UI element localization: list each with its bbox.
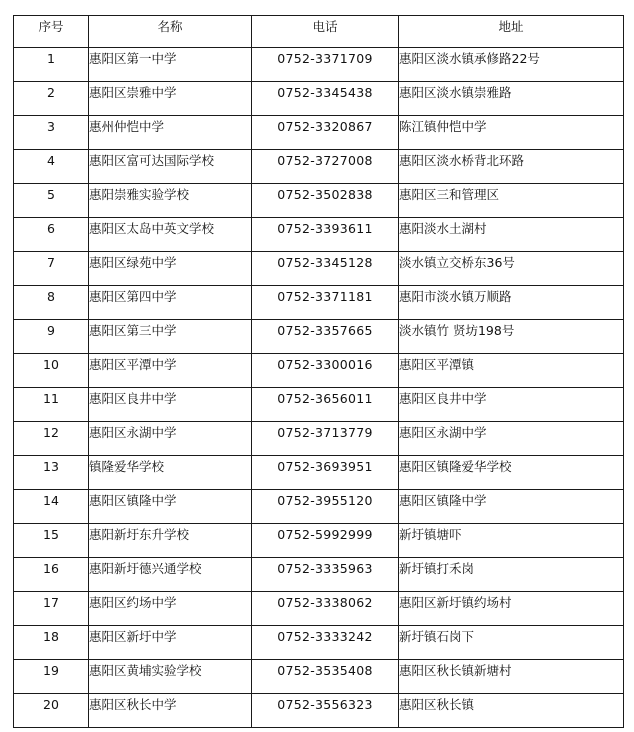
cell-phone: 0752-3357665 bbox=[252, 320, 399, 354]
table-row bbox=[14, 456, 624, 490]
table-row bbox=[14, 116, 624, 150]
cell-address: 淡水镇立交桥东36号 bbox=[399, 252, 624, 286]
cell-school-name: 惠阳新圩德兴通学校 bbox=[89, 558, 252, 592]
cell-no: 13 bbox=[14, 456, 89, 490]
cell-school-name: 惠阳区太岛中英文学校 bbox=[89, 218, 252, 252]
cell-no: 8 bbox=[14, 286, 89, 320]
cell-phone: 0752-3727008 bbox=[252, 150, 399, 184]
table-row bbox=[14, 48, 624, 82]
cell-school-name: 惠阳区富可达国际学校 bbox=[89, 150, 252, 184]
cell-phone: 0752-5992999 bbox=[252, 524, 399, 558]
cell-address: 惠阳区淡水桥背北环路 bbox=[399, 150, 624, 184]
cell-school-name: 惠阳区平潭中学 bbox=[89, 354, 252, 388]
cell-school-name: 惠阳区秋长中学 bbox=[89, 694, 252, 728]
cell-no: 11 bbox=[14, 388, 89, 422]
cell-no: 15 bbox=[14, 524, 89, 558]
header-addr: 地址 bbox=[399, 16, 624, 48]
cell-phone: 0752-3713779 bbox=[252, 422, 399, 456]
cell-address: 新圩镇塘吓 bbox=[399, 524, 624, 558]
cell-phone: 0752-3333242 bbox=[252, 626, 399, 660]
cell-school-name: 惠阳区永湖中学 bbox=[89, 422, 252, 456]
cell-address: 惠阳市淡水镇万顺路 bbox=[399, 286, 624, 320]
cell-no: 2 bbox=[14, 82, 89, 116]
cell-phone: 0752-3338062 bbox=[252, 592, 399, 626]
header-tel: 电话 bbox=[252, 16, 399, 48]
table-row bbox=[14, 388, 624, 422]
cell-phone: 0752-3693951 bbox=[252, 456, 399, 490]
cell-phone: 0752-3345128 bbox=[252, 252, 399, 286]
table-row bbox=[14, 354, 624, 388]
cell-phone: 0752-3502838 bbox=[252, 184, 399, 218]
cell-address: 惠阳区镇隆爱华学校 bbox=[399, 456, 624, 490]
cell-school-name: 惠阳区新圩中学 bbox=[89, 626, 252, 660]
cell-no: 9 bbox=[14, 320, 89, 354]
cell-no: 4 bbox=[14, 150, 89, 184]
cell-school-name: 惠阳区约场中学 bbox=[89, 592, 252, 626]
table-row bbox=[14, 184, 624, 218]
cell-school-name: 惠阳新圩东升学校 bbox=[89, 524, 252, 558]
cell-no: 19 bbox=[14, 660, 89, 694]
header-name: 名称 bbox=[89, 16, 252, 48]
cell-no: 3 bbox=[14, 116, 89, 150]
cell-no: 6 bbox=[14, 218, 89, 252]
cell-school-name: 惠阳崇雅实验学校 bbox=[89, 184, 252, 218]
cell-no: 16 bbox=[14, 558, 89, 592]
table-body bbox=[14, 48, 624, 728]
cell-no: 18 bbox=[14, 626, 89, 660]
table-row bbox=[14, 592, 624, 626]
cell-phone: 0752-3371181 bbox=[252, 286, 399, 320]
cell-address: 惠阳区良井中学 bbox=[399, 388, 624, 422]
cell-school-name: 镇隆爱华学校 bbox=[89, 456, 252, 490]
cell-phone: 0752-3320867 bbox=[252, 116, 399, 150]
cell-phone: 0752-3371709 bbox=[252, 48, 399, 82]
cell-no: 1 bbox=[14, 48, 89, 82]
cell-no: 5 bbox=[14, 184, 89, 218]
table-row bbox=[14, 286, 624, 320]
school-directory-sheet bbox=[13, 15, 623, 728]
cell-phone: 0752-3955120 bbox=[252, 490, 399, 524]
cell-no: 7 bbox=[14, 252, 89, 286]
table-row bbox=[14, 626, 624, 660]
cell-phone: 0752-3393611 bbox=[252, 218, 399, 252]
table-row bbox=[14, 660, 624, 694]
cell-phone: 0752-3656011 bbox=[252, 388, 399, 422]
table-header bbox=[14, 16, 624, 48]
cell-no: 14 bbox=[14, 490, 89, 524]
cell-phone: 0752-3300016 bbox=[252, 354, 399, 388]
cell-address: 惠阳区淡水镇崇雅路 bbox=[399, 82, 624, 116]
table-row bbox=[14, 558, 624, 592]
cell-address: 惠阳区镇隆中学 bbox=[399, 490, 624, 524]
cell-address: 淡水镇竹 贤坊198号 bbox=[399, 320, 624, 354]
table-row bbox=[14, 252, 624, 286]
cell-no: 20 bbox=[14, 694, 89, 728]
cell-school-name: 惠阳区绿苑中学 bbox=[89, 252, 252, 286]
cell-address: 新圩镇打禾岗 bbox=[399, 558, 624, 592]
cell-school-name: 惠阳区第三中学 bbox=[89, 320, 252, 354]
school-directory-table bbox=[13, 15, 624, 728]
cell-school-name: 惠阳区镇隆中学 bbox=[89, 490, 252, 524]
cell-address: 陈江镇仲恺中学 bbox=[399, 116, 624, 150]
cell-no: 10 bbox=[14, 354, 89, 388]
table-row bbox=[14, 320, 624, 354]
cell-address: 惠阳区秋长镇新塘村 bbox=[399, 660, 624, 694]
cell-no: 17 bbox=[14, 592, 89, 626]
cell-address: 惠阳区平潭镇 bbox=[399, 354, 624, 388]
table-row bbox=[14, 150, 624, 184]
table-row bbox=[14, 694, 624, 728]
cell-school-name: 惠阳区黄埔实验学校 bbox=[89, 660, 252, 694]
table-row bbox=[14, 524, 624, 558]
cell-no: 12 bbox=[14, 422, 89, 456]
cell-phone: 0752-3345438 bbox=[252, 82, 399, 116]
cell-address: 新圩镇石岗下 bbox=[399, 626, 624, 660]
header-row bbox=[14, 16, 624, 48]
cell-phone: 0752-3535408 bbox=[252, 660, 399, 694]
cell-address: 惠阳区淡水镇承修路22号 bbox=[399, 48, 624, 82]
cell-school-name: 惠阳区良井中学 bbox=[89, 388, 252, 422]
table-row bbox=[14, 82, 624, 116]
cell-phone: 0752-3556323 bbox=[252, 694, 399, 728]
cell-address: 惠阳区永湖中学 bbox=[399, 422, 624, 456]
table-row bbox=[14, 490, 624, 524]
cell-school-name: 惠阳区第一中学 bbox=[89, 48, 252, 82]
cell-address: 惠阳区三和管理区 bbox=[399, 184, 624, 218]
cell-school-name: 惠州仲恺中学 bbox=[89, 116, 252, 150]
cell-school-name: 惠阳区崇雅中学 bbox=[89, 82, 252, 116]
cell-address: 惠阳淡水土湖村 bbox=[399, 218, 624, 252]
header-no: 序号 bbox=[14, 16, 89, 48]
cell-address: 惠阳区新圩镇约场村 bbox=[399, 592, 624, 626]
cell-address: 惠阳区秋长镇 bbox=[399, 694, 624, 728]
table-row bbox=[14, 218, 624, 252]
table-row bbox=[14, 422, 624, 456]
cell-phone: 0752-3335963 bbox=[252, 558, 399, 592]
cell-school-name: 惠阳区第四中学 bbox=[89, 286, 252, 320]
